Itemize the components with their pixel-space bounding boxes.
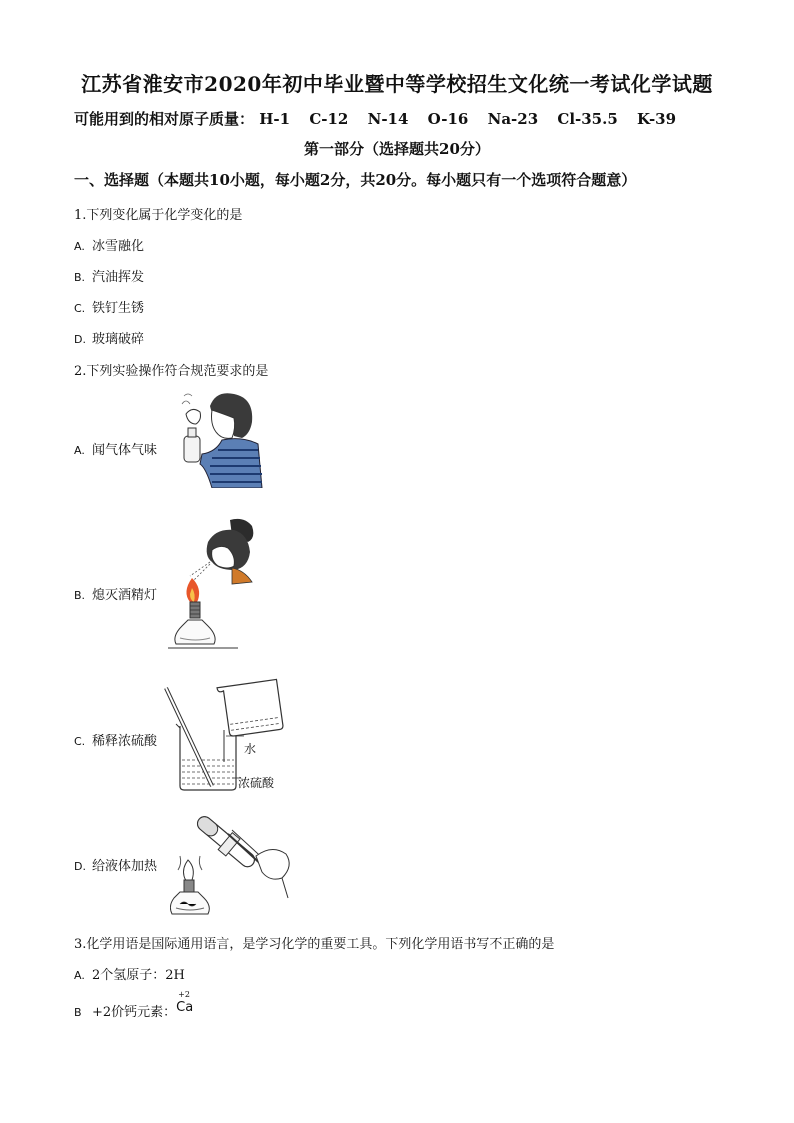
question-3-stem: 3.化学用语是国际通用语言，是学习化学的重要工具。下列化学用语书写不正确的是 <box>74 937 555 952</box>
option-label: D. <box>74 860 86 873</box>
mass-item: O-16 <box>427 110 469 128</box>
q2-option-d <box>74 855 157 874</box>
option-label: B <box>74 1006 82 1019</box>
q2-option-c <box>74 730 157 749</box>
option-text: 熄灭酒精灯 <box>92 588 158 603</box>
option-label: A. <box>74 969 85 982</box>
q1-option-b <box>74 266 144 285</box>
mass-item: Na-23 <box>487 110 539 128</box>
page-title: 江苏省淮安市2020年初中毕业暨中等学校招生文化统一考试化学试题 <box>81 72 713 96</box>
mass-item: K-39 <box>637 110 677 128</box>
charged-element-symbol <box>176 990 198 1016</box>
option-text: 铁钉生锈 <box>92 301 145 316</box>
mass-item: H-1 <box>259 110 291 128</box>
atomic-masses-line <box>74 108 676 129</box>
element-symbol: Ca <box>176 1000 194 1015</box>
option-text: 给液体加热 <box>92 859 158 874</box>
smell-gas-illustration <box>172 388 264 488</box>
part-heading: 第一部分（选择题共20分） <box>304 140 490 158</box>
option-label: D. <box>74 333 86 346</box>
acid-label: 浓硫酸 <box>238 776 275 790</box>
option-text: +2价钙元素： <box>92 1005 177 1020</box>
section-heading: 一、选择题（本题共10小题，每小题2分，共20分。每小题只有一个选项符合题意） <box>74 171 637 189</box>
option-label: A. <box>74 444 85 457</box>
mass-item: N-14 <box>367 110 409 128</box>
q1-option-c <box>74 297 144 316</box>
water-label: 水 <box>244 742 257 756</box>
option-text: 冰雪融化 <box>92 239 145 254</box>
option-label: C. <box>74 302 86 315</box>
heat-liquid-illustration <box>170 808 296 920</box>
option-text: 稀释浓硫酸 <box>92 734 158 749</box>
valence-charge: +2 <box>178 990 190 999</box>
option-text: 闻气体气味 <box>92 443 158 458</box>
option-text: 汽油挥发 <box>92 270 145 285</box>
q3-option-b <box>74 990 198 1020</box>
mass-item: C-12 <box>309 110 349 128</box>
option-text: 玻璃破碎 <box>92 332 145 347</box>
question-1-stem: 1.下列变化属于化学变化的是 <box>74 208 243 223</box>
option-label: A. <box>74 240 85 253</box>
question-2-stem: 2.下列实验操作符合规范要求的是 <box>74 364 269 379</box>
dilute-acid-illustration <box>160 676 300 794</box>
option-label: C. <box>74 735 86 748</box>
atomic-masses-label: 可能用到的相对原子质量： <box>74 110 255 128</box>
q3-option-a <box>74 964 185 983</box>
q2-option-a <box>74 439 157 458</box>
option-label: B. <box>74 589 86 602</box>
blow-lamp-illustration <box>168 516 260 658</box>
option-label: B. <box>74 271 86 284</box>
q1-option-d <box>74 328 144 347</box>
q1-option-a <box>74 235 144 254</box>
mass-item: Cl-35.5 <box>557 110 618 128</box>
q2-option-b <box>74 584 157 603</box>
option-text: 2个氢原子：2H <box>92 968 185 983</box>
